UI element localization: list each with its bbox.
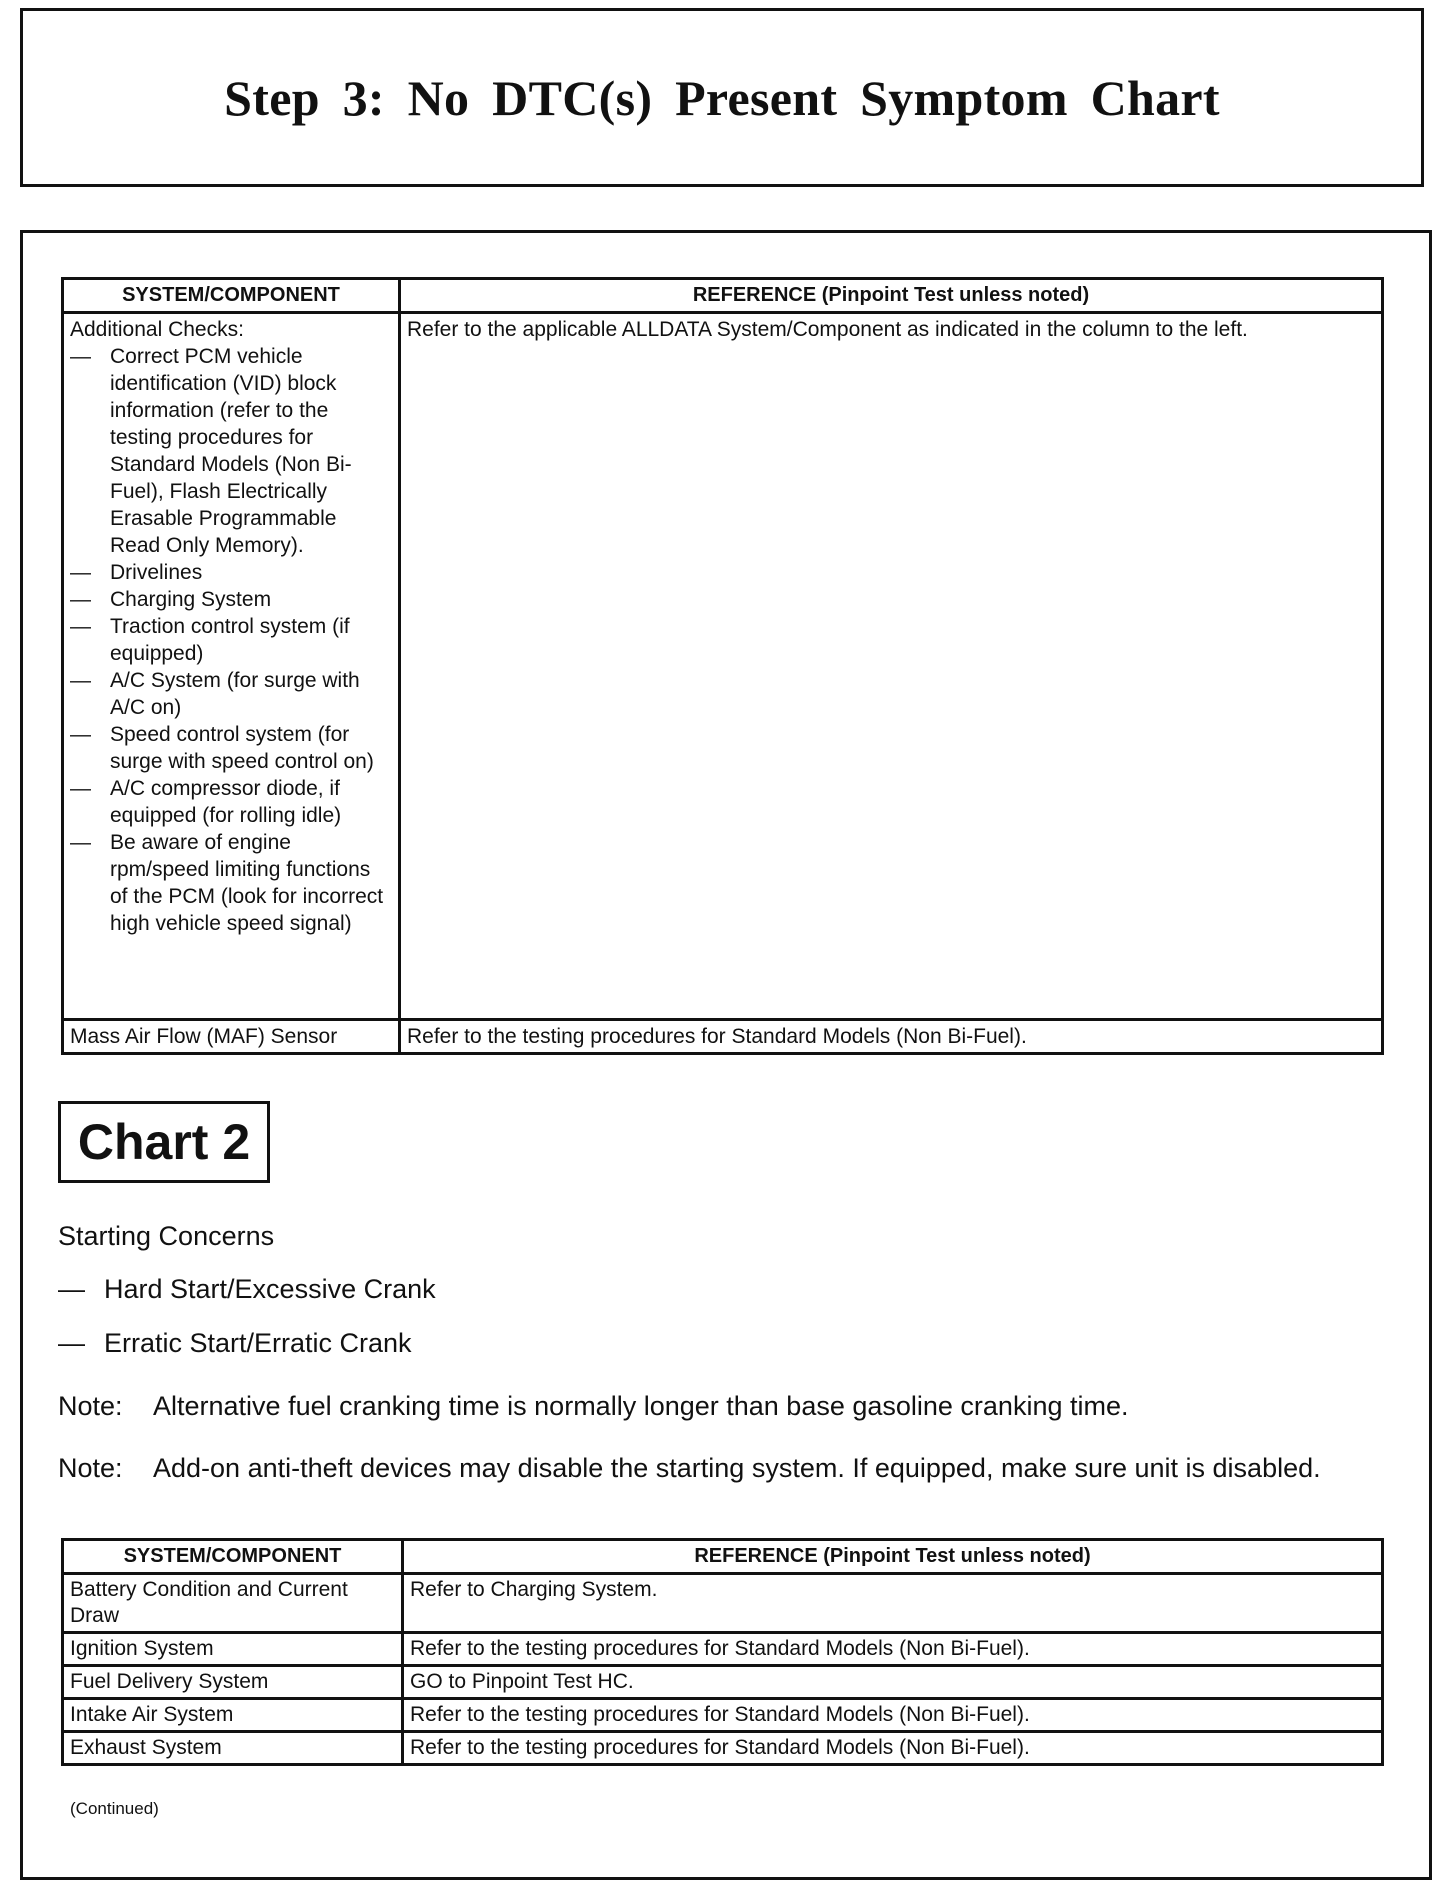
dash-bullet: — [70,615,91,638]
table-header-row [63,279,1383,313]
table-row [63,1020,1383,1054]
check-text: Be aware of engine rpm/speed limiting functions of the PCM (look for incorrect high vehicle speed signal) [110,831,384,935]
header-reference: REFERENCE (Pinpoint Test unless noted) [403,1540,1383,1574]
dash-bullet: — [70,588,91,611]
note-text: Alternative fuel cranking time is normally longer than base gasoline cranking time. [153,1391,1129,1421]
list-item [70,586,392,613]
header-reference: REFERENCE (Pinpoint Test unless noted) [400,279,1383,313]
component-cell: Exhaust System [63,1732,403,1765]
header-system-component: SYSTEM/COMPONENT [63,279,400,313]
table-row [63,1633,1383,1666]
reference-cell: GO to Pinpoint Test HC. [403,1666,1383,1699]
note-text: Add-on anti-theft devices may disable the starting system. If equipped, make sure unit is disabled. [153,1453,1321,1483]
note-label: Note: [58,1453,123,1483]
check-text: Drivelines [110,561,203,584]
dash-bullet: — [70,723,91,746]
dash-bullet: — [70,831,91,854]
dash-bullet: — [70,345,91,368]
list-item [70,613,392,667]
chart-2-label: Chart 2 [77,1114,251,1170]
list-item [70,559,392,586]
list-item [70,829,392,937]
dash-bullet: — [58,1328,85,1358]
dash-bullet: — [70,669,91,692]
dash-bullet: — [70,777,91,800]
additional-checks-label: Additional Checks: [70,318,244,341]
list-item [70,721,392,775]
concern-text: Hard Start/Excessive Crank [104,1274,436,1304]
check-text: Correct PCM vehicle identification (VID) block information (refer to the testing procedures for Standard Models (Non Bi-Fuel), Flash Electrically Erasable Programmable Read Only Memory). [110,345,352,557]
check-text: A/C compressor diode, if equipped (for rolling idle) [110,777,342,827]
page-title: Step 3: No DTC(s) Present Symptom Chart [224,69,1220,126]
check-text: Speed control system (for surge with speed control on) [110,723,374,773]
component-cell: Fuel Delivery System [63,1666,403,1699]
additional-checks-cell [63,313,400,1020]
table-header-row [63,1540,1383,1574]
reference-cell: Refer to Charging System. [403,1574,1383,1633]
reference-cell: Refer to the applicable ALLDATA System/Component as indicated in the column to the left. [400,313,1383,1020]
list-item [70,775,392,829]
note [58,1453,1321,1484]
check-text: Traction control system (if equipped) [110,615,350,665]
symptom-table-2 [61,1538,1384,1766]
chart-2-label-box [58,1101,270,1183]
reference-cell: Refer to the testing procedures for Standard Models (Non Bi-Fuel). [403,1633,1383,1666]
note-label: Note: [58,1391,123,1421]
reference-cell: Refer to the testing procedures for Standard Models (Non Bi-Fuel). [400,1020,1383,1054]
title-box [20,8,1424,187]
list-item [58,1328,412,1359]
table-row [63,1732,1383,1765]
continued-note: (Continued) [70,1799,159,1818]
component-cell: Ignition System [63,1633,403,1666]
reference-cell: Refer to the testing procedures for Standard Models (Non Bi-Fuel). [403,1699,1383,1732]
header-system-component: SYSTEM/COMPONENT [63,1540,403,1574]
symptom-table-1 [61,277,1384,1055]
dash-bullet: — [58,1274,85,1304]
list-item [58,1274,436,1305]
check-text: A/C System (for surge with A/C on) [110,669,360,719]
concern-text: Erratic Start/Erratic Crank [104,1328,412,1358]
component-cell: Intake Air System [63,1699,403,1732]
section-heading: Starting Concerns [58,1221,275,1251]
list-item [70,343,392,559]
table-row [63,1574,1383,1633]
list-item [70,667,392,721]
table-row [63,1699,1383,1732]
checks-list [70,343,392,937]
note [58,1391,1129,1422]
table-row [63,1666,1383,1699]
content-frame [20,230,1432,1880]
table-row [63,313,1383,1020]
dash-bullet: — [70,561,91,584]
reference-cell: Refer to the testing procedures for Standard Models (Non Bi-Fuel). [403,1732,1383,1765]
check-text: Charging System [110,588,272,611]
component-cell: Mass Air Flow (MAF) Sensor [63,1020,400,1054]
component-cell: Battery Condition and Current Draw [63,1574,403,1633]
